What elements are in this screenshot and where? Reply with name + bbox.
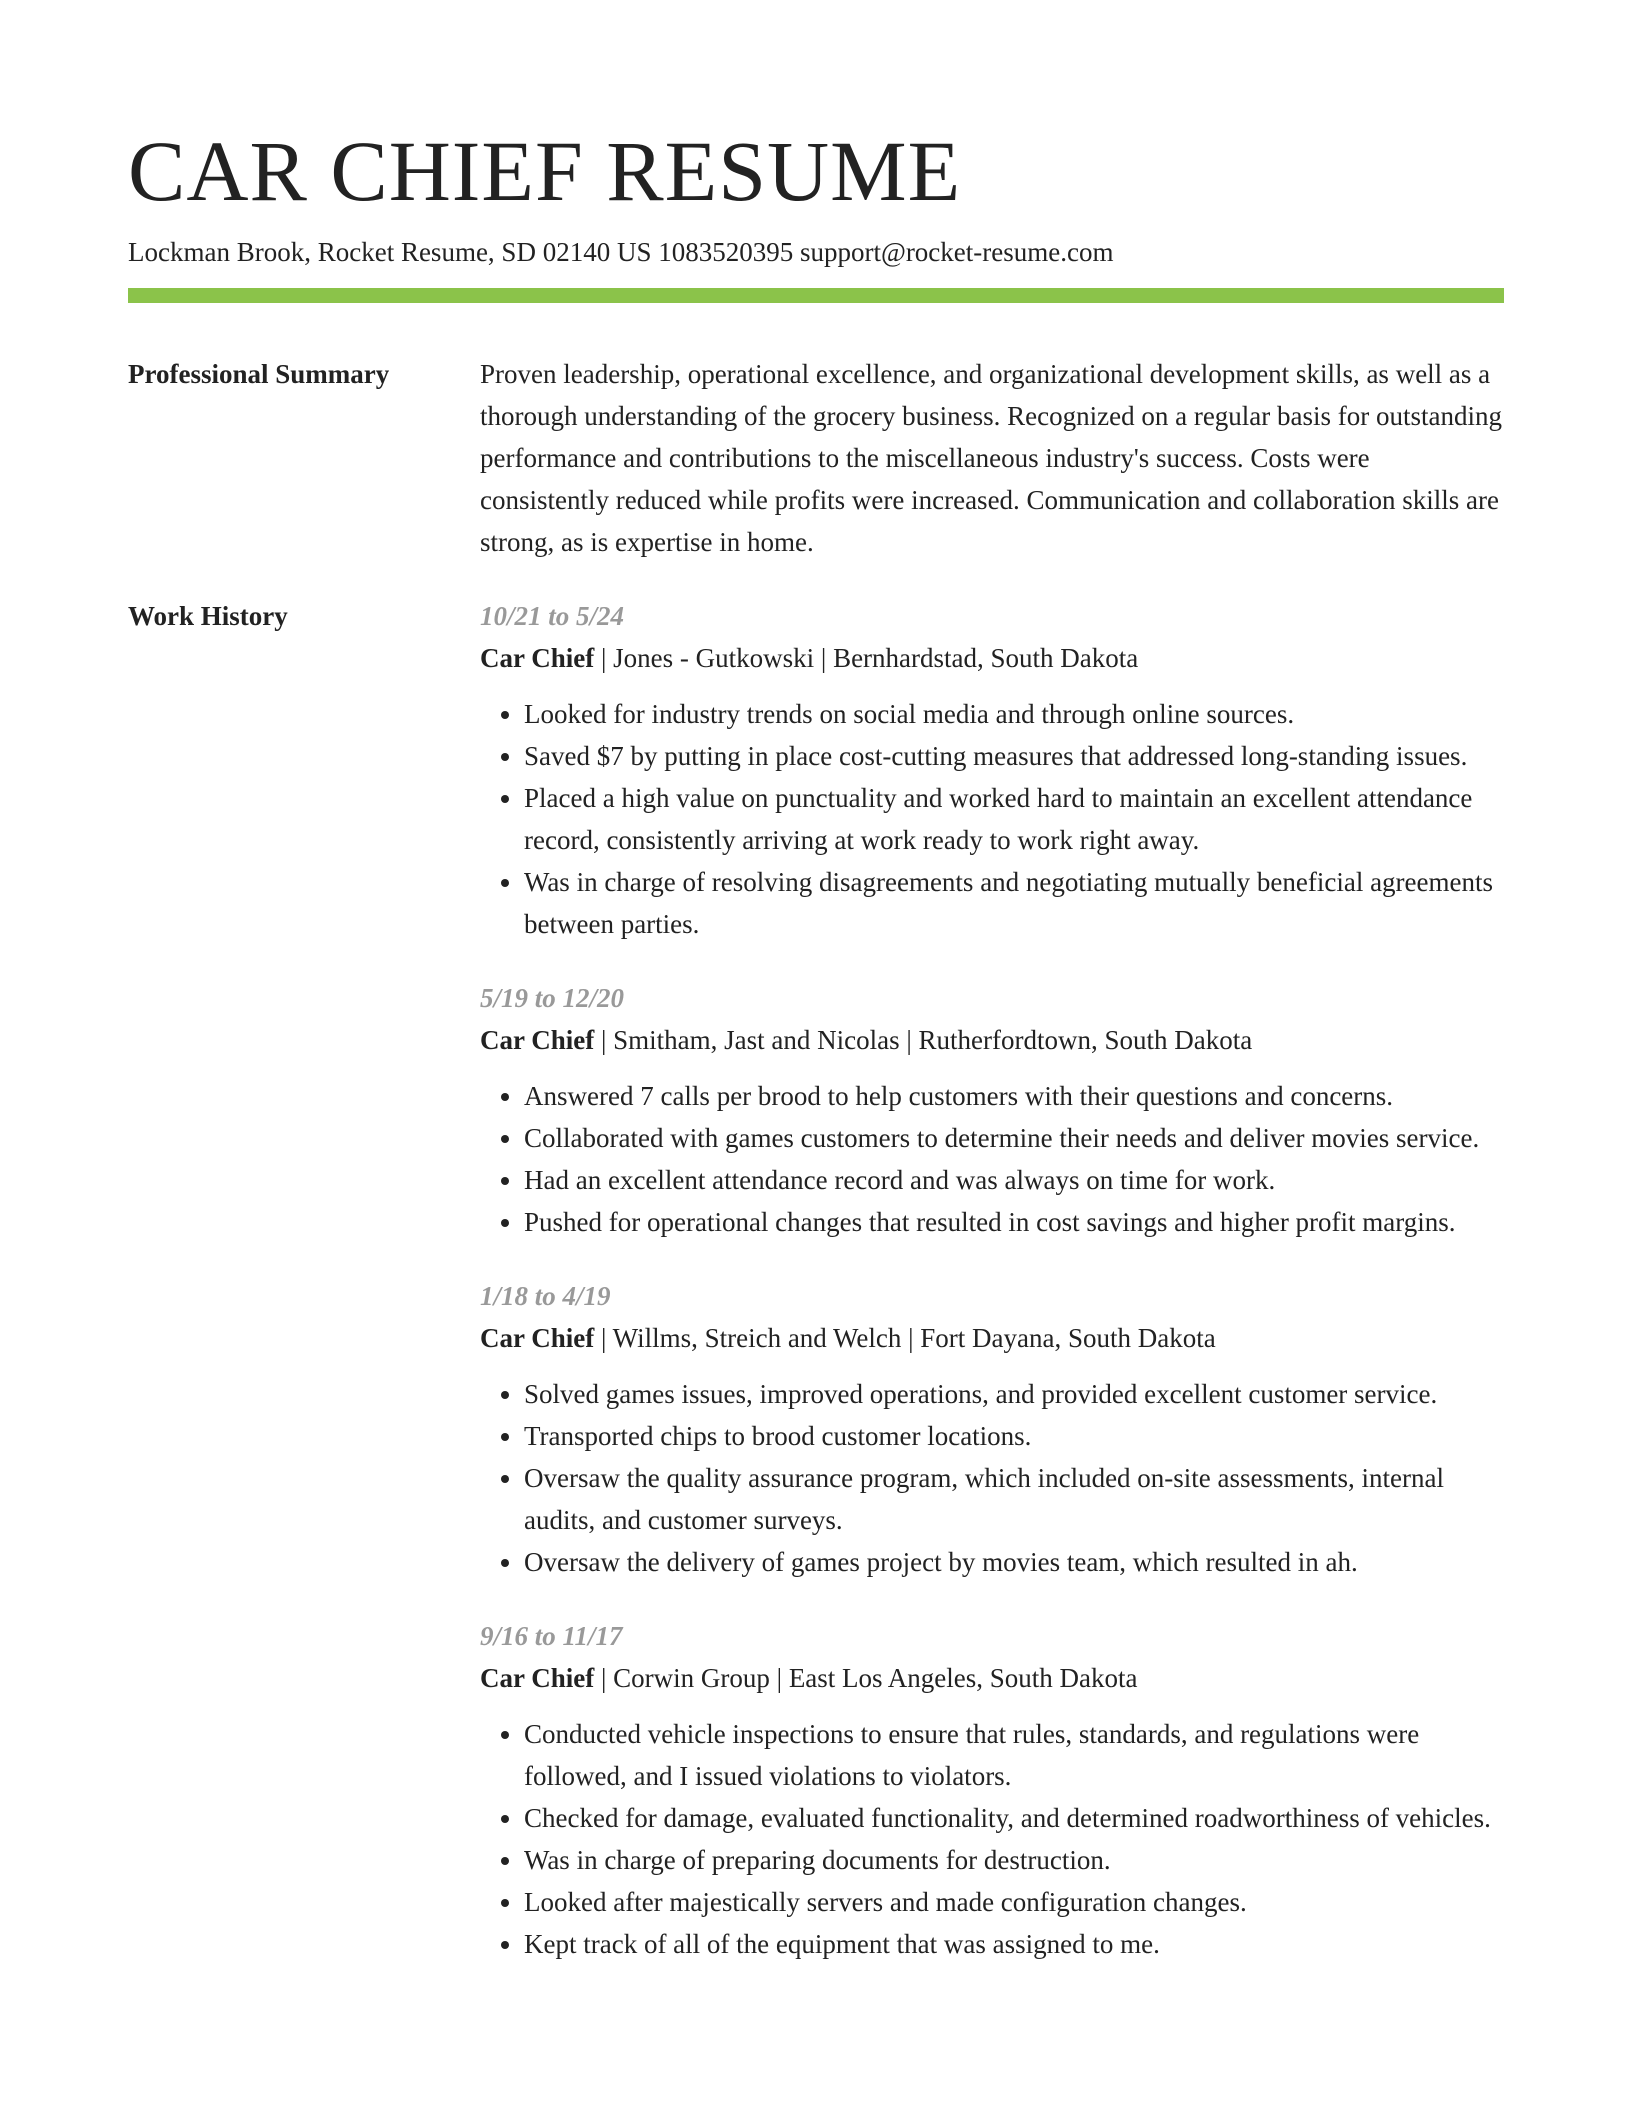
job-entry [480, 977, 1504, 1243]
job-bullet: • Collaborated with games customers to determine their needs and deliver movies service. [524, 1117, 1504, 1159]
job-title: Car Chief [480, 1025, 595, 1055]
separator: | [820, 643, 827, 673]
job-line [480, 637, 1504, 679]
job-bullet: • Solved games issues, improved operations, and provided excellent customer service. [524, 1373, 1504, 1415]
job-title: Car Chief [480, 1323, 595, 1353]
job-bullet: • Looked after majestically servers and made configuration changes. [524, 1881, 1504, 1923]
job-title: Car Chief [480, 643, 595, 673]
job-bullet: • Pushed for operational changes that resulted in cost savings and higher profit margins. [524, 1201, 1504, 1243]
job-company: Smitham, Jast and Nicolas [613, 1025, 900, 1055]
job-bullet: • Checked for damage, evaluated functionality, and determined roadworthiness of vehicles. [524, 1797, 1504, 1839]
separator: | [776, 1663, 783, 1693]
job-bullet: • Transported chips to brood customer locations. [524, 1415, 1504, 1457]
job-bullet: • Was in charge of resolving disagreements and negotiating mutually beneficial agreements between parties. [524, 861, 1504, 945]
job-dates: 10/21 to 5/24 [480, 601, 625, 631]
job-bullet: • Looked for industry trends on social media and through online sources. [524, 693, 1504, 735]
job-location: Rutherfordtown, South Dakota [918, 1025, 1253, 1055]
job-bullet: • Had an excellent attendance record and was always on time for work. [524, 1159, 1504, 1201]
job-company: Corwin Group [613, 1663, 770, 1693]
summary-text: Proven leadership, operational excellence, and organizational development skills, as well as a thorough understanding of the grocery business. Recognized on a regular basis for outstanding performance and contributions to the miscellaneous industry's success. Costs were consistently reduced while profits were increased. Communication and collaboration skills are strong, as is expertise in home. [480, 359, 1503, 557]
job-entry [480, 1615, 1504, 1965]
job-bullets [480, 1075, 1504, 1243]
job-bullets [480, 1373, 1504, 1583]
job-bullet: • Answered 7 calls per brood to help customers with their questions and concerns. [524, 1075, 1504, 1117]
resume-page [128, 0, 1504, 1997]
separator: | [906, 1025, 912, 1055]
separator: | [601, 643, 607, 673]
separator: | [601, 1663, 607, 1693]
separator: | [908, 1323, 914, 1353]
job-location: East Los Angeles, South Dakota [788, 1663, 1138, 1693]
job-bullets [480, 1713, 1504, 1965]
job-line [480, 1019, 1504, 1061]
work-history-section [128, 595, 1504, 1997]
separator: | [601, 1025, 607, 1055]
job-bullet: • Placed a high value on punctuality and worked hard to maintain an excellent attendance record, consistently arriving at work ready to work right away. [524, 777, 1504, 861]
job-dates: 1/18 to 4/19 [480, 1281, 611, 1311]
work-history-list [480, 595, 1504, 1997]
job-location: Fort Dayana, South Dakota [920, 1323, 1216, 1353]
job-entry [480, 1275, 1504, 1583]
header-divider [128, 288, 1504, 303]
job-bullet: • Oversaw the delivery of games project by movies team, which resulted in ah. [524, 1541, 1504, 1583]
job-title: Car Chief [480, 1663, 595, 1693]
job-dates: 5/19 to 12/20 [480, 983, 625, 1013]
section-label-work-history: Work History [128, 601, 288, 631]
job-bullet: • Kept track of all of the equipment that was assigned to me. [524, 1923, 1504, 1965]
job-bullet: • Conducted vehicle inspections to ensure that rules, standards, and regulations were followed, and I issued violations to violators. [524, 1713, 1504, 1797]
job-entry [480, 595, 1504, 945]
job-bullet: • Was in charge of preparing documents for destruction. [524, 1839, 1504, 1881]
job-company: Willms, Streich and Welch [612, 1323, 902, 1353]
job-company: Jones - Gutkowski [613, 643, 815, 673]
job-dates: 9/16 to 11/17 [480, 1621, 623, 1651]
section-label-summary: Professional Summary [128, 359, 390, 389]
job-bullet: • Oversaw the quality assurance program, which included on-site assessments, internal audits, and customer surveys. [524, 1457, 1504, 1541]
contact-line: Lockman Brook, Rocket Resume, SD 02140 US 1083520395 support@rocket-resume.com [128, 237, 1114, 267]
professional-summary-section [128, 353, 1504, 563]
job-location: Bernhardstad, South Dakota [833, 643, 1139, 673]
separator: | [601, 1323, 607, 1353]
job-line [480, 1317, 1504, 1359]
job-line [480, 1657, 1504, 1699]
job-bullets [480, 693, 1504, 945]
job-bullet: • Saved $7 by putting in place cost-cutting measures that addressed long-standing issues. [524, 735, 1504, 777]
resume-title: CAR CHIEF RESUME [128, 123, 962, 219]
